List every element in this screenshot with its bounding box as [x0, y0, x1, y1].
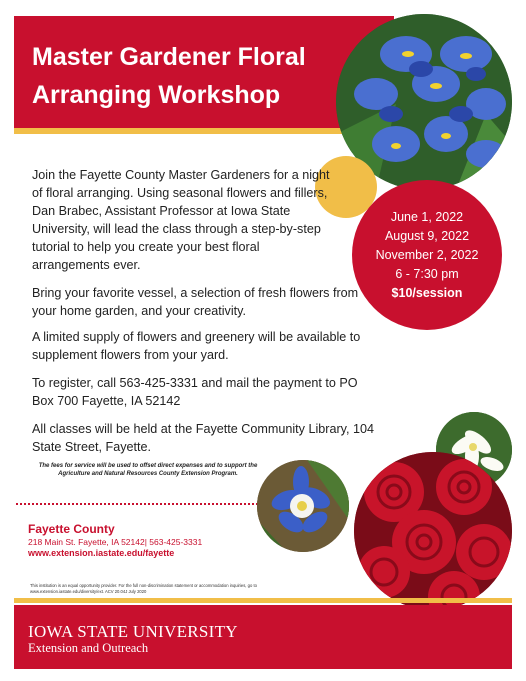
location-paragraph: All classes will be held at the Fayette Community Library, 104 State Street, Fayette. [32, 422, 375, 454]
date-1: June 1, 2022 [390, 210, 464, 224]
fees-note: The fees for service will be used to offset direct expenses and to support the Agriculture and Natural Resources County Extension Program. [38, 463, 258, 477]
contact-website-link[interactable]: www.extension.iastate.edu/fayette [28, 548, 175, 558]
gold-rule [14, 128, 394, 134]
footer-extension-name: Extension and Outreach [28, 641, 149, 655]
fine-print: This institution is an equal opportunity provider. For the full non-discrimination statement or accommodation inquiries, go to www.extension.iastate.edu/diversity/ext. ACV 20.04J July 2020 [30, 583, 257, 594]
register-paragraph: To register, call 563-425-3331 and mail the payment to PO Box 700 Fayette, IA 52142 [32, 376, 358, 408]
intro-paragraph: Join the Fayette County Master Gardeners for a night of floral arranging. Using seasonal flowers and fillers, Dan Brabec, Assistant Professor at Iowa State University, will lead the class through a step-by-step tutorial to help you create your best floral arrangements ever. [32, 168, 330, 272]
session-time: 6 - 7:30 pm [395, 267, 459, 281]
page-title: Master Gardener Floral Arranging Workshop [32, 43, 306, 109]
supply-paragraph: A limited supply of flowers and greenery will be available to supplement flowers from your yard. [32, 330, 361, 362]
roses-photo [354, 452, 512, 610]
columbine-photo [257, 460, 349, 552]
dotted-divider [16, 503, 266, 505]
bring-paragraph: Bring your favorite vessel, a selection of fresh flowers from your home garden, and your creativity. [32, 286, 359, 318]
date-3: November 2, 2022 [375, 248, 479, 262]
footer-university-name: IOWA STATE UNIVERSITY [28, 622, 238, 641]
contact-address: 218 Main St. Fayette, IA 52142| 563-425-3331 [28, 537, 203, 547]
contact-county: Fayette County [28, 522, 115, 536]
session-price: $10/session [391, 286, 463, 300]
date-2: August 9, 2022 [384, 229, 470, 243]
gold-rule-footer [14, 598, 512, 603]
